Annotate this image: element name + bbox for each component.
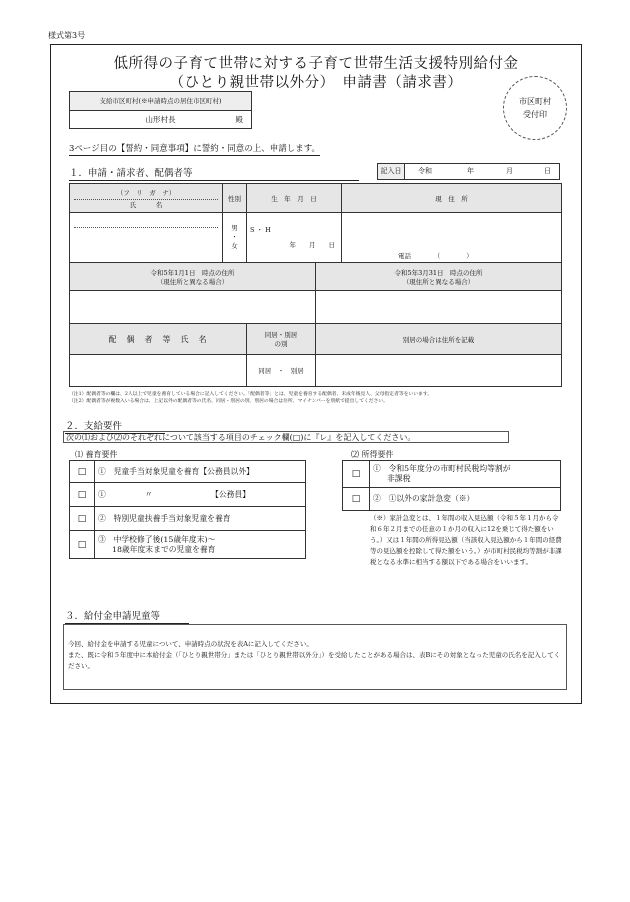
sex-header: 性別 — [223, 184, 247, 213]
sex-female[interactable]: 女 — [231, 242, 238, 250]
income-item-1 — [370, 461, 561, 488]
section3-box — [63, 624, 567, 690]
stamp-line1: 市区町村 — [519, 97, 551, 106]
applicant-name-cell[interactable] — [70, 213, 223, 263]
income-requirement-title: ⑵ 所得要件 — [351, 450, 394, 459]
note-1: （注1）配偶者等の欄は、2人以上で児童を養育している場合に記入してください。「配偶者等」とは、児童を養育する配偶者、未成年後見人、父母指定者等をいいます。 — [69, 392, 433, 397]
date-month[interactable]: 月 — [506, 167, 513, 175]
addr-jan-sub: （現住所と異なる場合） — [156, 277, 229, 286]
care-requirement-title: ⑴ 養育要件 — [75, 450, 118, 459]
living-status-header — [247, 324, 316, 355]
payer-value[interactable]: 山形村長 — [145, 115, 176, 124]
income-requirement-table — [342, 460, 561, 511]
care-requirement-table — [69, 460, 306, 559]
care-item-4-line2: 18歳年度末までの児童を養育 — [112, 544, 216, 554]
sex-dot: ・ — [231, 233, 238, 241]
care-item-4 — [95, 531, 306, 559]
furigana-label: （フ リ ガ ナ） — [116, 188, 176, 197]
addr-mar-field[interactable] — [316, 291, 562, 324]
income-item-2: ② ①以外の家計急変（※） — [370, 488, 561, 511]
care-item-3: ② 特別児童扶養手当対象児童を養育 — [95, 507, 306, 531]
addr-mar-sub: （現住所と異なる場合） — [402, 277, 475, 286]
section3-text2: また、既に令和５年度中に本給付金（「ひとり親世帯分」または「ひとり親世帯以外分」）を受給したことがある場合は、表Bにその対象となった児童の氏名を記入してください。 — [68, 651, 561, 670]
living-choice[interactable]: 同居 ・ 別居 — [247, 355, 316, 387]
reception-stamp-area — [503, 76, 567, 140]
income-note: （※）家計急変とは、１年間の収入見込額（令和５年１月から令和６年２月までの任意の１か月の収入に12を乗じて得た額をいう。）又は１年間の所得見込額（当該収入見込額から１年間の経費等の見込額を控除して得た額をいう。）が市町村民税均等割が非課税となる水準に相当する額以下である場合をいいます。 — [370, 514, 562, 566]
care-item-2: ① 〃 【公務員】 — [95, 483, 306, 507]
section2-heading: ２．支給要件 — [65, 418, 165, 434]
payer-label: 支給市区町村(※申請時点の居住市区町村) — [70, 92, 251, 111]
section3-heading: ３．給付金申請児童等 — [65, 608, 189, 624]
income-checkbox-1[interactable]: □ — [343, 461, 370, 488]
care-checkbox-4[interactable]: □ — [70, 531, 95, 559]
living-status-sub: の別 — [274, 340, 288, 348]
addr-mar-label: 令和5年3月31日 時点の住所 — [394, 268, 483, 277]
birth-header: 生 年 月 日 — [247, 184, 342, 213]
care-item-1: ① 児童手当対象児童を養育【公務員以外】 — [95, 461, 306, 483]
sex-choice-cell[interactable] — [223, 213, 247, 263]
sex-male[interactable]: 男 — [231, 224, 238, 232]
applicant-name-field[interactable] — [70, 228, 222, 262]
applicant-table — [69, 183, 562, 387]
stamp-line2: 受付印 — [523, 110, 547, 119]
date-label: 記入日 — [378, 164, 405, 179]
care-item-4-line1: ③ 中学校修了後(15歳年度末)～ — [98, 534, 216, 544]
addr-mar-header — [316, 263, 562, 291]
addr-jan-field[interactable] — [70, 291, 316, 324]
care-checkbox-3[interactable]: □ — [70, 507, 95, 531]
spouse-name-field[interactable] — [70, 355, 247, 387]
payer-suffix: 殿 — [235, 115, 243, 124]
living-status-label: 同居・別居 — [264, 331, 298, 339]
note-2: （注2）配偶者等が複数入いる場合は、上記以外の配偶者等の氏名、同居・別居の別、別居の場合は住所、マイナンバーを別紙で提出してください。 — [69, 399, 388, 404]
income-item-1-line1: ① 令和5年度分の市町村民税均等割が — [373, 464, 511, 473]
form-title-line2: （ひとり親世帯以外分） 申請書（請求書） — [169, 75, 463, 91]
name-label: 氏 名 — [74, 199, 218, 209]
applicant-furigana-line[interactable] — [74, 213, 218, 228]
section1-heading: １．申請・請求者、配偶者等 — [69, 165, 359, 181]
birthdate-cell[interactable] — [247, 213, 342, 263]
date-era: 令和 — [418, 167, 432, 175]
care-checkbox-1[interactable]: □ — [70, 461, 95, 483]
phone-label: 電話 （ ） — [398, 252, 473, 260]
separate-address-header: 別居の場合は住所を記載 — [316, 324, 562, 355]
date-day[interactable]: 日 — [544, 167, 551, 175]
spouse-name-header: 配 偶 者 等 氏 名 — [70, 324, 247, 355]
date-box — [377, 163, 560, 180]
addr-jan-label: 令和5年1月1日 時点の住所 — [150, 268, 235, 277]
date-year[interactable]: 年 — [467, 167, 474, 175]
income-item-1-line2: 非課税 — [387, 474, 411, 483]
care-checkbox-2[interactable]: □ — [70, 483, 95, 507]
name-header-cell — [70, 184, 223, 213]
consent-notice: 3ページ目の【誓約・同意事項】に誓約・同意の上、申請します。 — [69, 144, 321, 154]
birth-ymd: 年 月 日 — [289, 241, 335, 249]
addr-jan-header — [70, 263, 316, 291]
income-checkbox-2[interactable]: □ — [343, 488, 370, 511]
separate-address-field[interactable] — [316, 355, 562, 387]
era-choice[interactable]: S ・ H — [250, 226, 271, 234]
form-title-line1: 低所得の子育て世帯に対する子育て世帯生活支援特別給付金 — [113, 56, 519, 72]
payer-municipality-box — [69, 91, 252, 129]
section3-text1: 今回、給付金を申請する児童について、申請時点の状況を表Aに記入してください。 — [68, 640, 313, 648]
address-header: 現 住 所 — [342, 184, 562, 213]
current-address-cell[interactable] — [342, 213, 562, 263]
form-number: 様式第3号 — [48, 31, 86, 40]
check-instruction: 次の⑴および⑵のそれぞれについて該当する項目のチェック欄(□)に『レ』を記入してください。 — [63, 431, 509, 443]
